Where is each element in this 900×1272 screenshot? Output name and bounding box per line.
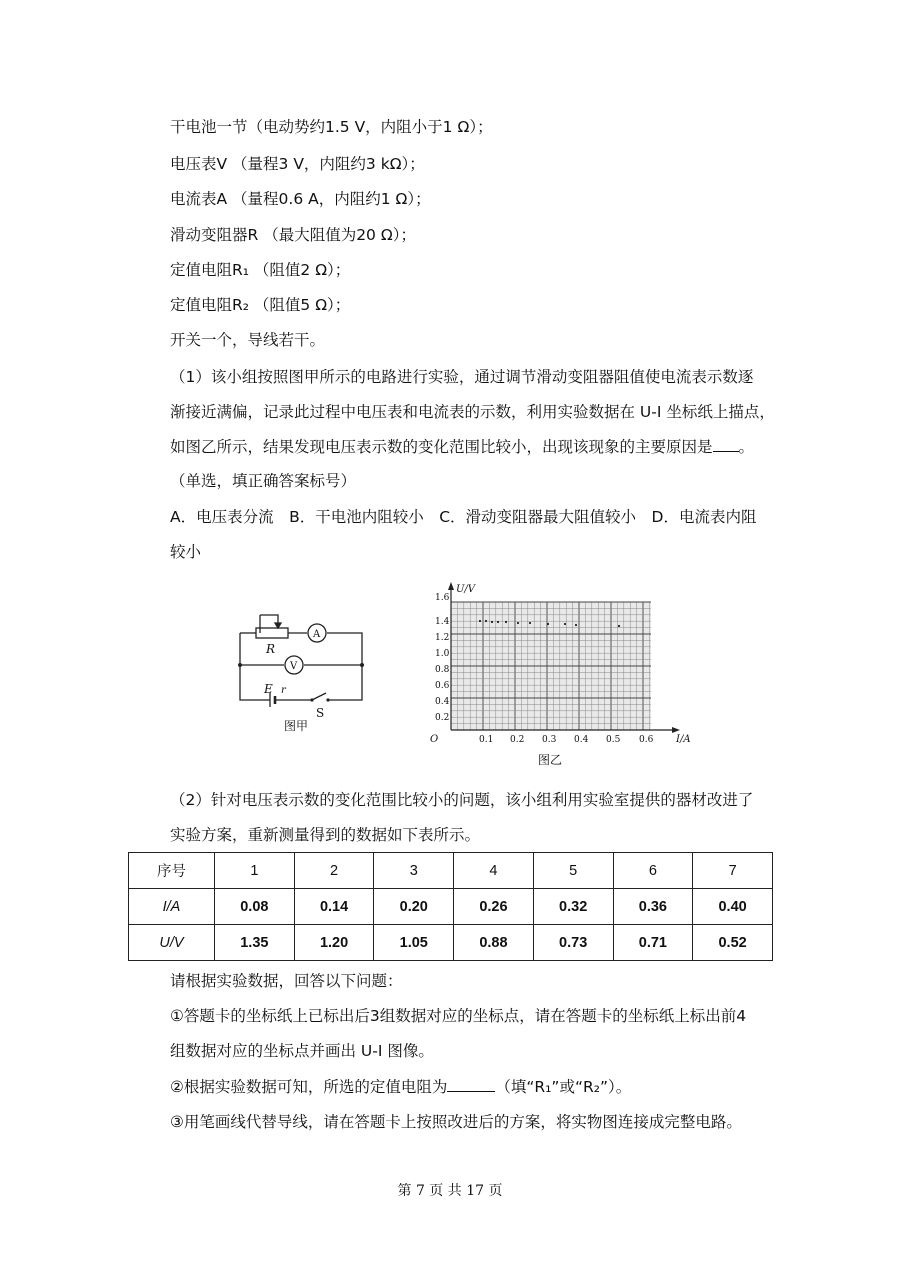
index-cell: 4 [454,853,534,889]
data-point [497,621,499,623]
y-tick-1.4: 1.4 [435,617,450,627]
x-tick-0.3: 0.3 [542,735,557,745]
x-tick-0.5: 0.5 [606,735,621,745]
junction-left [238,663,242,667]
y-tick-1.0: 1.0 [435,649,450,659]
data-point [505,621,507,623]
index-cell: 7 [693,853,773,889]
data-point [517,622,519,624]
data-point [479,620,481,622]
header-index: 序号 [129,853,215,889]
part1-options: A．电压表分流 B．干电池内阻较小 C．滑动变阻器最大阻值较小 D．电流表内阻 [170,508,757,526]
questions-intro: 请根据实验数据，回答以下问题： [170,972,403,990]
current-cell: 0.36 [613,889,693,925]
voltage-cell: 0.52 [693,925,773,961]
question-1-line2: 组数据对应的坐标点并画出 U-I 图像。 [170,1042,434,1060]
question-2-end: （填“R₁”或“R₂”）。 [495,1078,632,1096]
equipment-resistor-r2: 定值电阻R₂ （阻值5 Ω）； [170,296,351,314]
label-s: S [316,706,325,720]
y-tick-1.6: 1.6 [435,593,450,603]
header-voltage: U/V [129,925,215,961]
table-row-current [129,889,773,925]
y-tick-0.8: 0.8 [435,665,450,675]
voltage-cell: 1.05 [374,925,454,961]
question-3: ③用笔画线代替导线，请在答题卡上按照改进后的方案，将实物图连接成完整电路。 [170,1113,742,1131]
part1-instruction: （单选，填正确答案标号） [170,472,357,490]
part1-line3-end: 。 [738,438,755,456]
y-tick-0.4: 0.4 [435,697,450,707]
question-2 [170,1076,631,1098]
current-cell: 0.26 [454,889,534,925]
current-cell: 0.14 [294,889,374,925]
label-r-rheostat: R [266,642,276,656]
part2-line2: 实验方案，重新测量得到的数据如下表所示。 [170,826,481,844]
voltage-cell: 1.35 [215,925,295,961]
label-r-internal: r [281,685,286,696]
voltage-cell: 0.73 [533,925,613,961]
x-tick-0.4: 0.4 [574,735,589,745]
data-point [485,620,487,622]
index-cell: 1 [215,853,295,889]
caption-jia: 图甲 [284,719,309,733]
data-point [575,624,577,626]
answer-blank-1 [713,451,739,452]
part1-line2: 渐接近满偏，记录此过程中电压表和电流表的示数，利用实验数据在 U-I 坐标纸上描点， [170,403,775,421]
equipment-switch-wires: 开关一个，导线若干。 [170,331,326,349]
header-current: I/A [129,889,215,925]
equipment-ammeter: 电流表A （量程0.6 A，内阻约1 Ω）； [170,190,431,208]
answer-blank-2 [447,1091,495,1092]
index-cell: 2 [294,853,374,889]
junction-right [360,663,364,667]
equipment-voltmeter: 电压表V （量程3 V，内阻约3 kΩ）； [170,155,425,173]
voltmeter-symbol: V [290,661,298,672]
part1-line1: （1）该小组按照图甲所示的电路进行实验，通过调节滑动变阻器阻值使电流表示数逐 [170,368,754,386]
origin-label: O [430,734,439,745]
graph-yi [408,580,708,770]
voltage-cell: 0.71 [613,925,693,961]
y-axis-arrow [448,582,454,590]
page-number: 第 7 页 共 17 页 [397,1183,503,1199]
caption-yi: 图乙 [538,753,563,767]
equipment-resistor-r1: 定值电阻R₁ （阻值2 Ω）； [170,261,351,279]
x-axis-label: I/A [676,734,691,745]
y-tick-1.2: 1.2 [435,633,450,643]
question-2-text: ②根据实验数据可知，所选的定值电阻为 [170,1078,448,1096]
part2-line1: （2）针对电压表示数的变化范围比较小的问题，该小组利用实验室提供的器材改进了 [170,791,754,809]
table-row-voltage [129,925,773,961]
current-cell: 0.20 [374,889,454,925]
data-point [564,623,566,625]
part1-options-cont: 较小 [170,543,202,561]
y-axis-label: U/V [456,584,476,595]
y-tick-0.2: 0.2 [435,713,450,723]
index-cell: 5 [533,853,613,889]
part1-line3 [170,436,754,458]
current-cell: 0.32 [533,889,613,925]
part1-line3-text: 如图乙所示，结果发现电压表示数的变化范围比较小，出现该现象的主要原因是 [170,438,713,456]
data-point [491,621,493,623]
index-cell: 3 [374,853,454,889]
data-table [128,852,773,961]
data-point [618,625,620,627]
x-tick-0.1: 0.1 [479,735,494,745]
x-tick-0.6: 0.6 [639,735,654,745]
index-cell: 6 [613,853,693,889]
x-tick-0.2: 0.2 [510,735,525,745]
data-point [529,622,531,624]
y-tick-0.6: 0.6 [435,681,450,691]
equipment-battery: 干电池一节（电动势约1.5 V，内阻小于1 Ω）； [170,118,493,136]
table-row-index [129,853,773,889]
voltage-cell: 0.88 [454,925,534,961]
question-1-line1: ①答题卡的坐标纸上已标出后3组数据对应的坐标点，请在答题卡的坐标纸上标出前4 [170,1007,747,1025]
x-axis-arrow [672,727,680,733]
current-cell: 0.08 [215,889,295,925]
circuit-diagram-jia [232,605,372,735]
voltage-cell: 1.20 [294,925,374,961]
data-point [547,623,549,625]
equipment-rheostat: 滑动变阻器R （最大阻值为20 Ω）； [170,226,416,244]
current-cell: 0.40 [693,889,773,925]
ammeter-symbol: A [313,629,321,640]
label-e: E [264,682,273,696]
